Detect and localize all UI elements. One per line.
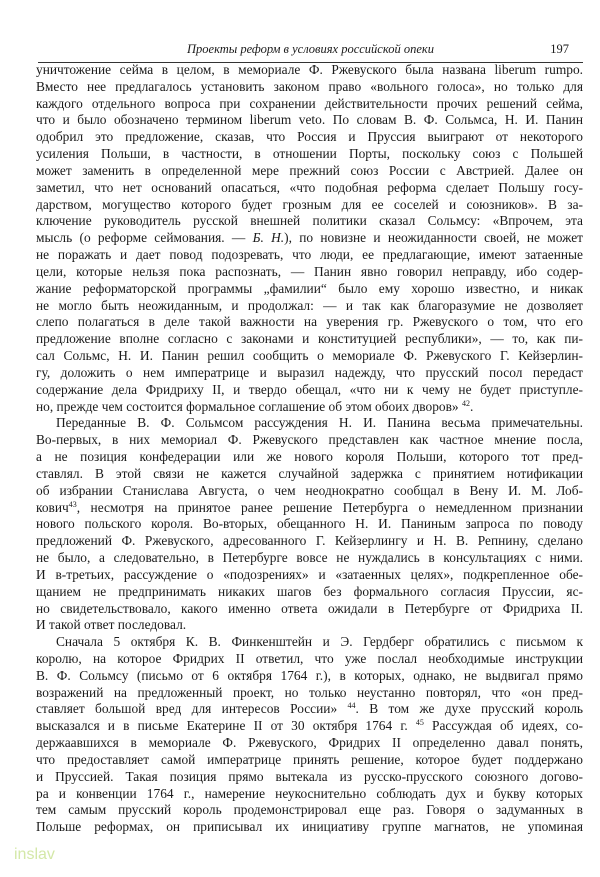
text-line xyxy=(36,415,583,432)
text-line xyxy=(36,348,583,365)
text-segment: Вместо нее предлагалось установить законом право «вольного голоса», но только для xyxy=(36,78,583,94)
text-segment: высказался и в письме Екатерине II от 30 октября 1764 г. xyxy=(36,718,416,734)
text-segment: Рассуждая об идеях, со- xyxy=(423,718,583,734)
text-segment: предложение вполне согласно с законами и конституцией республики», — то, как пи- xyxy=(36,331,583,347)
text-line xyxy=(36,483,583,500)
text-segment: усиления Польши, в частности, в отношении Порты, поскольку союз с Польшей xyxy=(36,146,583,162)
text-segment: не могло быть неожиданным, и продолжал: — и так как благоразумие не дозволяет xyxy=(36,297,583,313)
text-segment: В. Ф. Сольмсу (письмо от 6 октября 1764 г.), в которых, однако, не выдвигал прямо xyxy=(36,667,583,683)
text-line xyxy=(36,668,583,685)
text-line xyxy=(36,129,583,146)
text-segment: не поражать и дает повод подозревать, что люди, ее предлагающие, имеют затаенные xyxy=(36,247,583,263)
text-segment: но свидетельствовало, какого именно ответа ожидали в Петербурге от Фридриха II. xyxy=(36,600,583,616)
text-line xyxy=(36,718,583,735)
footnote-ref: 44 xyxy=(347,701,356,711)
text-line xyxy=(36,550,583,567)
text-line xyxy=(36,281,583,298)
text-line xyxy=(36,735,583,752)
text-segment: слепо полагаться в деле такой важности на уверения гр. Ржевуского о том, что его xyxy=(36,314,583,330)
text-segment: щанием не предпринимать никаких шагов без формального согласия Пруссии, яс- xyxy=(36,583,583,599)
text-line xyxy=(36,298,583,315)
text-line xyxy=(36,197,583,214)
text-segment: каждого отдельного вопроса при сохранении действительности прочих решений сейма, xyxy=(36,95,583,111)
text-line xyxy=(36,516,583,533)
text-segment: Сначала 5 октября К. В. Финкенштейн и Э. Гердберг обратились с письмом к xyxy=(56,634,583,650)
text-segment: Польше реформах, он приписывал их инициативу группе магнатов, не упоминая xyxy=(36,819,583,835)
text-line xyxy=(36,432,583,449)
text-segment: заметил, что нет оснований опасаться, «что подобная реформа сделает Польшу госу- xyxy=(36,179,583,195)
text-line xyxy=(36,382,583,399)
text-line xyxy=(36,247,583,264)
text-line xyxy=(36,264,583,281)
text-line xyxy=(36,112,583,129)
text-segment: содержание дела Фридриху II, и твердо обещал, «что ни к чему не будет приступле- xyxy=(36,381,583,397)
text-segment: предложений Ф. Ржевуского, адресованного Г. Кейзерлингу и Н. В. Репнину, сделано xyxy=(36,533,583,549)
text-segment: об избрании Станислава Августа, о чем неоднократно сообщал в Вену И. М. Лоб- xyxy=(36,482,583,498)
text-segment: уничтожение сейма в целом, в мемориале Ф. Ржевуского была названа liberum rumpo. xyxy=(36,62,583,77)
text-line xyxy=(36,365,583,382)
text-segment: гу, доложить о нем императрице и выразил надежду, что прусский посол передаст xyxy=(36,364,583,380)
text-line xyxy=(36,819,583,836)
text-segment: мысль (о реформе сеймования. — xyxy=(36,230,253,246)
footnote-ref: 43 xyxy=(68,499,77,509)
text-segment: ра и конвенции 1764 г., намерение неукоснительно соблюдать дух и букву которых xyxy=(36,785,583,801)
text-segment: дарством, могущество которого будет грозным для ее соселей и союзников». В за- xyxy=(36,196,583,212)
text-segment: И такой ответ последовал. xyxy=(36,617,187,633)
text-segment: нового польского короля. Во-вторых, обещанного Н. И. Паниным запроса по поводу xyxy=(36,516,583,532)
text-segment: может заменить в определенной мере прежний союз России с Австрией. Далее он xyxy=(36,162,583,178)
paragraph xyxy=(36,634,583,836)
text-segment: не было, а следовательно, в Петербурге вовсе не нуждались в консультациях с ними. xyxy=(36,550,583,566)
text-line xyxy=(36,213,583,230)
text-segment: одобрил это предложение, сказав, что Россия и Пруссия выиграют от некоторого xyxy=(36,129,583,145)
text-line xyxy=(36,96,583,113)
text-segment: ), по новизне и неожиданности своей, не может xyxy=(284,230,583,246)
text-line xyxy=(36,533,583,550)
text-line xyxy=(36,617,583,634)
text-line xyxy=(36,651,583,668)
text-segment: цели, которые нельзя пока распознать, — Панин явно говорил неправду, ибо содер- xyxy=(36,263,583,279)
text-line xyxy=(36,685,583,702)
running-title: Проекты реформ в условиях российской опеки xyxy=(187,42,434,56)
text-segment: что и было обозначено термином liberum veto. По словам В. Ф. Сольмса, Н. И. Панин xyxy=(36,112,583,128)
text-segment: ставляет большой вред для интересов России» xyxy=(36,701,348,717)
text-line xyxy=(36,567,583,584)
text-segment: . В том же духе прусский король xyxy=(355,701,584,717)
text-segment: Б. Н. xyxy=(252,230,285,246)
text-segment: ставлял. В этой связи не кажется случайной задержка с принятием нотификации xyxy=(36,465,583,481)
text-line xyxy=(36,466,583,483)
text-segment: И в-третьих, рассуждение о «подозрениях» и «затаенных целях», подкрепленное обе- xyxy=(36,566,583,582)
footnote-ref: 45 xyxy=(415,718,424,728)
footnote-ref: 42 xyxy=(461,398,470,408)
text-segment: что предоставляет самой императрице принять решение, которое будет поддержано xyxy=(36,751,583,767)
watermark: inslav xyxy=(14,846,55,863)
text-segment: возражений на предложенный проект, но только неустанно повторял, что «он пред- xyxy=(36,684,583,700)
text-line xyxy=(36,146,583,163)
text-line xyxy=(36,752,583,769)
text-line xyxy=(36,79,583,96)
text-line xyxy=(36,634,583,651)
text-line xyxy=(36,802,583,819)
text-segment: и Пруссией. Такая позиция прямо вытекала из русско-прусского союзного догово- xyxy=(36,768,583,784)
text-segment: Переданные В. Ф. Сольмсом рассуждения Н. И. Панина весьма примечательны. xyxy=(56,415,583,431)
running-header xyxy=(38,42,583,62)
text-segment: , несмотря на принятое ранее решение Петербурга о немедленном признании xyxy=(76,499,583,515)
text-segment: тем самым прусский король продемонстрировал еще раз. Говоря о задуманных в xyxy=(36,802,583,818)
text-segment: . xyxy=(469,398,474,414)
text-line xyxy=(36,584,583,601)
text-line xyxy=(36,399,583,416)
text-segment: жание реформаторской программы „фамилии“ было ему хорошо известно, и никак xyxy=(36,280,583,296)
text-segment: но, прежде чем состоится формальное соглашение об этом обоих дворов» xyxy=(36,398,462,414)
text-segment: сал Сольмс, Н. И. Панин решил сообщить о мемориале Ф. Ржевуского Г. Кейзерлин- xyxy=(36,348,583,364)
paragraph xyxy=(36,415,583,634)
text-line xyxy=(36,180,583,197)
text-segment: держаавшихся в мемориале Ф. Ржевуского, Фридрих II определенно давал понять, xyxy=(36,735,583,751)
text-segment: королю, на которое Фридрих II ответил, что уже послал необходимые инструкции xyxy=(36,650,583,666)
text-line xyxy=(36,449,583,466)
text-line xyxy=(36,601,583,618)
text-line xyxy=(36,314,583,331)
text-line xyxy=(36,163,583,180)
text-segment: а не позиция конфедерации или же нового короля Польши, которого тот пред- xyxy=(36,449,583,465)
text-line xyxy=(36,62,583,79)
text-line xyxy=(36,230,583,247)
text-line xyxy=(36,786,583,803)
text-segment: кович xyxy=(36,499,69,515)
text-line xyxy=(36,331,583,348)
text-line xyxy=(36,500,583,517)
text-line xyxy=(36,769,583,786)
text-line xyxy=(36,701,583,718)
text-segment: ключение руководитель русской внешней политики сказал Сольмсу: «Впрочем, эта xyxy=(36,213,583,229)
text-segment: Во-первых, в них мемориал Ф. Ржевуского представлен как частное мнение посла, xyxy=(36,432,583,448)
page-body xyxy=(36,62,583,836)
paragraph xyxy=(36,62,583,415)
page-number: 197 xyxy=(550,42,569,56)
